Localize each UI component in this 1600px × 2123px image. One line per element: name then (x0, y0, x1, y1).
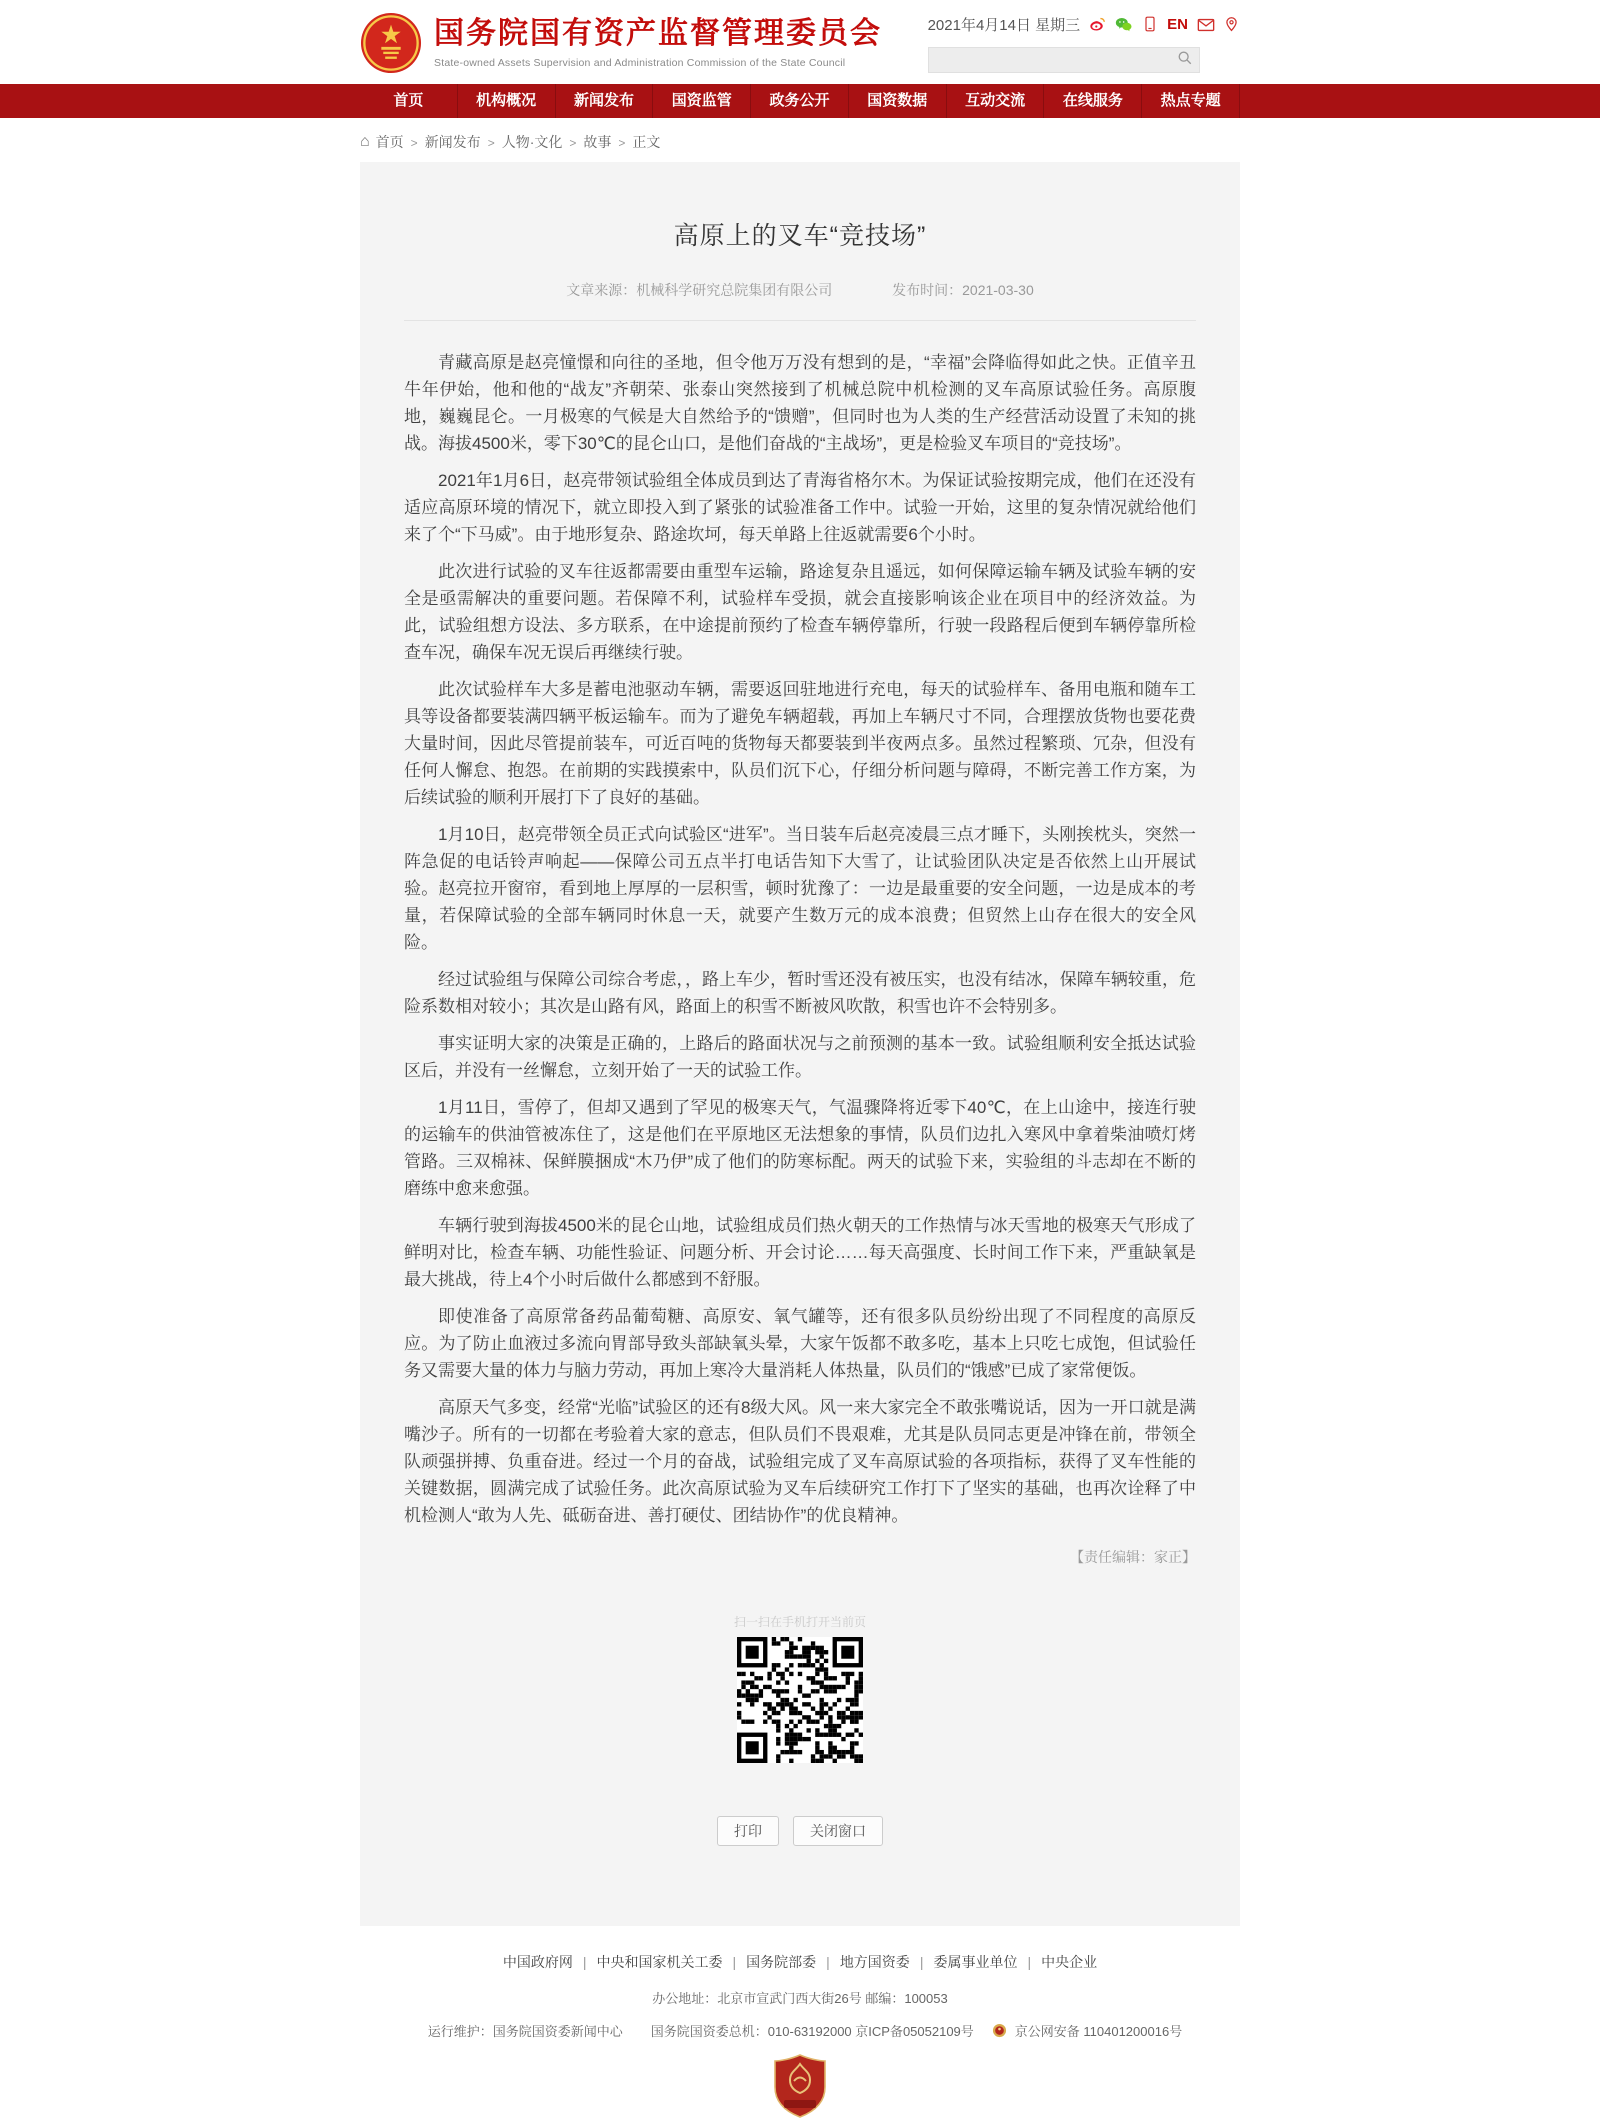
nav-item[interactable]: 政务公开 (751, 84, 849, 118)
footer-link[interactable]: 中国政府网 (502, 1954, 573, 1970)
article-title: 高原上的叉车“竞技场” (673, 222, 927, 250)
article-paragraph: 2021年1月6日，赵亮带领试验组全体成员到达了青海省格尔木。为保证试验按期完成，他们在还没有适应高原环境的情况下，就立即投入到了紧张的试验准备工作中。试验一开始，这里的复杂情况就给他们来了个“下马威”。由于地形复杂、路途坎坷，每天单路上往返就需要6个小时。 (404, 471, 1196, 544)
article-paragraph: 此次进行试验的叉车往返都需要由重型车运输，路途复杂且遥远，如何保障运输车辆及试验车辆的安全是亟需解决的重要问题。若保障不利，试验样车受损，就会直接影响该企业在项目中的经济效益。为此，试验组想方设法、多方联系，在中途提前预约了检查车辆停靠所，行驶一段路程后便到车辆停靠所检查车况，确保车况无误后再继续行驶。 (404, 562, 1196, 662)
breadcrumb (360, 132, 1240, 152)
site-title: 国务院国有资产监督管理委员会 (434, 17, 882, 51)
location-icon[interactable] (1223, 16, 1240, 33)
article-paragraph: 经过试验组与保障公司综合考虑，，路上车少，暂时雪还没有被压实，也没有结冰，保障车辆较重，危险系数相对较小；其次是山路有风，路面上的积雪不断被风吹散，积雪也许不会特别多。 (404, 970, 1196, 1016)
article-paragraph: 1月10日，赵亮带领全员正式向试验区“进军”。当日装车后赵亮凌晨三点才睡下，头刚挨枕头，突然一阵急促的电话铃声响起——保障公司五点半打电话告知下大雪了，让试验团队决定是否依然上山开展试验。赵亮拉开窗帘，看到地上厚厚的一层积雪，顿时犹豫了：一边是最重要的安全问题，一边是成本的考量，若保障试验的全部车辆同时休息一天，就要产生数万元的成本浪费；但贸然上山存在很大的安全风险。 (404, 825, 1196, 952)
footer-switchboard: 国务院国资委总机：010-63192000 京ICP备05052109号 (650, 2024, 974, 2039)
search-button[interactable] (1171, 48, 1199, 72)
article-paragraph: 1月11日，雪停了，但却又遇到了罕见的极寒天气，气温骤降将近零下40℃，在上山途中，接连行驶的运输车的供油管被冻住了，这是他们在平原地区无法想象的事情，队员们边扎入寒风中拿着柴油喷灯烤管路。三双棉袜、保鲜膜捆成“木乃伊”成了他们的防寒标配。两天的试验下来，实验组的斗志却在不断的磨练中愈来愈强。 (404, 1098, 1196, 1198)
article-pubdate: 2021-03-30 (962, 282, 1034, 298)
close-window-button[interactable]: 关闭窗口 (793, 1816, 883, 1846)
footer-links (0, 1952, 1600, 1972)
meta-divider (404, 320, 1196, 321)
article-meta (360, 280, 1240, 300)
breadcrumb-item[interactable]: > 人物·文化 (481, 132, 563, 152)
footer-link[interactable]: | 委属事业单位 (910, 1954, 1018, 1970)
wechat-icon[interactable] (1115, 16, 1132, 33)
breadcrumb-item[interactable]: > 新闻发布 (404, 132, 481, 152)
security-record-link[interactable]: 京公网安备 110401200016号 (1014, 2024, 1183, 2039)
article-body (360, 349, 1240, 1529)
source-label: 文章来源： (566, 282, 637, 298)
nav-item[interactable]: 在线服务 (1044, 84, 1142, 118)
search-input[interactable] (929, 48, 1171, 72)
qr-caption: 扫一扫在手机打开当前页 (733, 1615, 866, 1629)
article-source: 机械科学研究总院集团有限公司 (636, 282, 833, 298)
footer-link[interactable]: | 中央和国家机关工委 (573, 1954, 723, 1970)
nav-item[interactable]: 首页 (360, 84, 458, 118)
article-paragraph: 青藏高原是赵亮憧憬和向往的圣地，但令他万万没有想到的是，“幸福”会降临得如此之快。正值辛丑牛年伊始，他和他的“战友”齐朝荣、张泰山突然接到了机械总院中机检测的叉车高原试验任务。高原腹地，巍巍昆仑。一月极寒的气候是大自然给予的“馈赠”，但同时也为人类的生产经营活动设置了未知的挑战。海拔4500米，零下30℃的昆仑山口，是他们奋战的“主战场”，更是检验叉车项目的“竞技场”。 (404, 353, 1196, 453)
security-badge-icon (992, 2023, 1007, 2038)
article-paragraph: 即使准备了高原常备药品葡萄糖、高原安、氧气罐等，还有很多队员纷纷出现了不同程度的高原反应。为了防止血液过多流向胃部导致头部缺氧头晕，大家午饭都不敢多吃，基本上只吃七成饱，但试验任务又需要大量的体力与脑力劳动，再加上寒冷大量消耗人体热量，队员们的“饿感”已成了家常便饭。 (404, 1307, 1196, 1380)
mobile-icon[interactable] (1141, 16, 1158, 33)
government-badge-icon[interactable] (772, 2054, 828, 2118)
breadcrumb-item[interactable]: 首页 (375, 134, 404, 150)
weibo-icon[interactable] (1089, 16, 1106, 33)
main-nav (0, 84, 1600, 118)
print-button[interactable]: 打印 (717, 1816, 779, 1846)
article-paragraph: 事实证明大家的决策是正确的，上路后的路面状况与之前预测的基本一致。试验组顺利安全抵达试验区后，并没有一丝懈怠，立刻开始了一天的试验工作。 (404, 1034, 1196, 1080)
qr-code (737, 1637, 863, 1763)
current-date: 2021年4月14日 星期三 (927, 16, 1081, 34)
breadcrumb-item[interactable]: > 故事 (562, 132, 611, 152)
footer-link[interactable]: | 地方国资委 (816, 1954, 910, 1970)
qr-share-block (360, 1613, 1240, 1768)
article-paragraph: 车辆行驶到海拔4500米的昆仑山地，试验组成员们热火朝天的工作热情与冰天雪地的极寒天气形成了鲜明对比，检查车辆、功能性验证、问题分析、开会讨论……每天高强度、长时间工作下来，严重缺氧是最大挑战，待上4个小时后做什么都感到不舒服。 (404, 1216, 1196, 1289)
nav-item[interactable]: 互动交流 (947, 84, 1045, 118)
site-header (0, 0, 1600, 84)
national-emblem-logo (360, 12, 422, 74)
nav-item[interactable]: 国资数据 (849, 84, 947, 118)
footer-address: 办公地址：北京市宣武门西大街26号 邮编：100053 (652, 1991, 948, 2006)
mail-icon[interactable] (1197, 16, 1214, 33)
nav-item[interactable]: 热点专题 (1142, 84, 1240, 118)
footer-link[interactable]: | 中央企业 (1017, 1954, 1097, 1970)
nav-item[interactable]: 国资监管 (653, 84, 751, 118)
article-panel (360, 162, 1240, 1926)
nav-item[interactable]: 机构概况 (458, 84, 556, 118)
site-subtitle: State-owned Assets Supervision and Administration Commission of the State Council (434, 56, 846, 69)
search-icon (1177, 50, 1193, 69)
site-footer (0, 1926, 1600, 2118)
search-box (928, 47, 1200, 73)
footer-maintain: 运行维护：国务院国资委新闻中心 (427, 2024, 623, 2039)
language-toggle[interactable]: EN (1167, 15, 1188, 33)
nav-item[interactable]: 新闻发布 (556, 84, 654, 118)
site-brand[interactable] (360, 12, 882, 74)
breadcrumb-item[interactable]: > 正文 (611, 132, 660, 152)
editor-line: 【责任编辑：家正】 (1070, 1549, 1196, 1565)
footer-link[interactable]: | 国务院部委 (723, 1954, 817, 1970)
article-paragraph: 高原天气多变，经常“光临”试验区的还有8级大风。风一来大家完全不敢张嘴说话，因为一开口就是满嘴沙子。所有的一切都在考验着大家的意志，但队员们不畏艰难，尤其是队员同志更是冲锋在前，带领全队顽强拼搏、负重奋进。经过一个月的奋战，试验组完成了叉车高原试验的各项指标，获得了叉车性能的关键数据，圆满完成了试验任务。此次高原试验为叉车后续研究工作打下了坚实的基础，也再次诠释了中机检测人“敢为人先、砥砺奋进、善打硬仗、团结协作”的优良精神。 (404, 1398, 1196, 1525)
pubdate-label: 发布时间： (892, 282, 963, 298)
article-paragraph: 此次试验样车大多是蓄电池驱动车辆，需要返回驻地进行充电，每天的试验样车、备用电瓶和随车工具等设备都要装满四辆平板运输车。而为了避免车辆超载，再加上车辆尺寸不同，合理摆放货物也要花费大量时间，因此尽管提前装车，可近百吨的货物每天都要装到半夜两点多。虽然过程繁琐、冗杂，但没有任何人懈怠、抱怨。在前期的实践摸索中，队员们沉下心，仔细分析问题与障碍，不断完善工作方案，为后续试验的顺利开展打下了良好的基础。 (404, 680, 1196, 807)
home-icon[interactable]: ⌂ (360, 133, 370, 150)
